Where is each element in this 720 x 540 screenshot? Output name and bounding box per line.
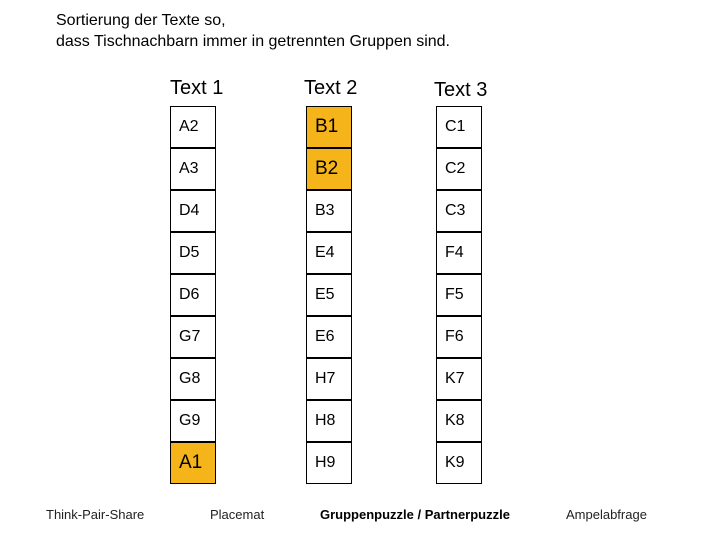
title-line-2: dass Tischnachbarn immer in getrennten Gruppen sind.: [56, 33, 450, 50]
grid-cell-d6: D6: [170, 274, 216, 316]
slide-title: [56, 10, 450, 52]
grid-cell-b3: B3: [306, 190, 352, 232]
title-line-1: Sortierung der Texte so,: [56, 12, 226, 29]
grid-cell-k7: K7: [436, 358, 482, 400]
grid-cell-c3: C3: [436, 190, 482, 232]
grid-cell-e5: E5: [306, 274, 352, 316]
grid-cell-h7: H7: [306, 358, 352, 400]
footer-gruppenpuzzle: Gruppenpuzzle / Partnerpuzzle: [320, 507, 510, 522]
grid-cell-d4: D4: [170, 190, 216, 232]
grid-cell-d5: D5: [170, 232, 216, 274]
grid-cell-k9: K9: [436, 442, 482, 484]
grid-cell-k8: K8: [436, 400, 482, 442]
footer-think-pair-share: Think-Pair-Share: [46, 507, 145, 522]
column-header-text-2: Text 2: [304, 77, 358, 99]
grid-cell-f6: F6: [436, 316, 482, 358]
footer-placemat: Placemat: [210, 507, 265, 522]
grid-cell-c1: C1: [436, 106, 482, 148]
grid-cell-e6: E6: [306, 316, 352, 358]
grid-cell-h9: H9: [306, 442, 352, 484]
grid-cell-c2: C2: [436, 148, 482, 190]
grid-cell-g8: G8: [170, 358, 216, 400]
grid-cell-b1: B1: [306, 106, 352, 148]
grid-cell-f5: F5: [436, 274, 482, 316]
column-header-text-1: Text 1: [170, 77, 224, 99]
column-header-text-3: Text 3: [434, 79, 488, 101]
footer-ampelabfrage: Ampelabfrage: [566, 507, 647, 522]
grid-cell-h8: H8: [306, 400, 352, 442]
grid-cell-g7: G7: [170, 316, 216, 358]
grid-cell-e4: E4: [306, 232, 352, 274]
grid-cell-a1: A1: [170, 442, 216, 484]
grid-cell-a3: A3: [170, 148, 216, 190]
grid-cell-a2: A2: [170, 106, 216, 148]
grid-cell-b2: B2: [306, 148, 352, 190]
grid-cell-f4: F4: [436, 232, 482, 274]
grid-cell-g9: G9: [170, 400, 216, 442]
